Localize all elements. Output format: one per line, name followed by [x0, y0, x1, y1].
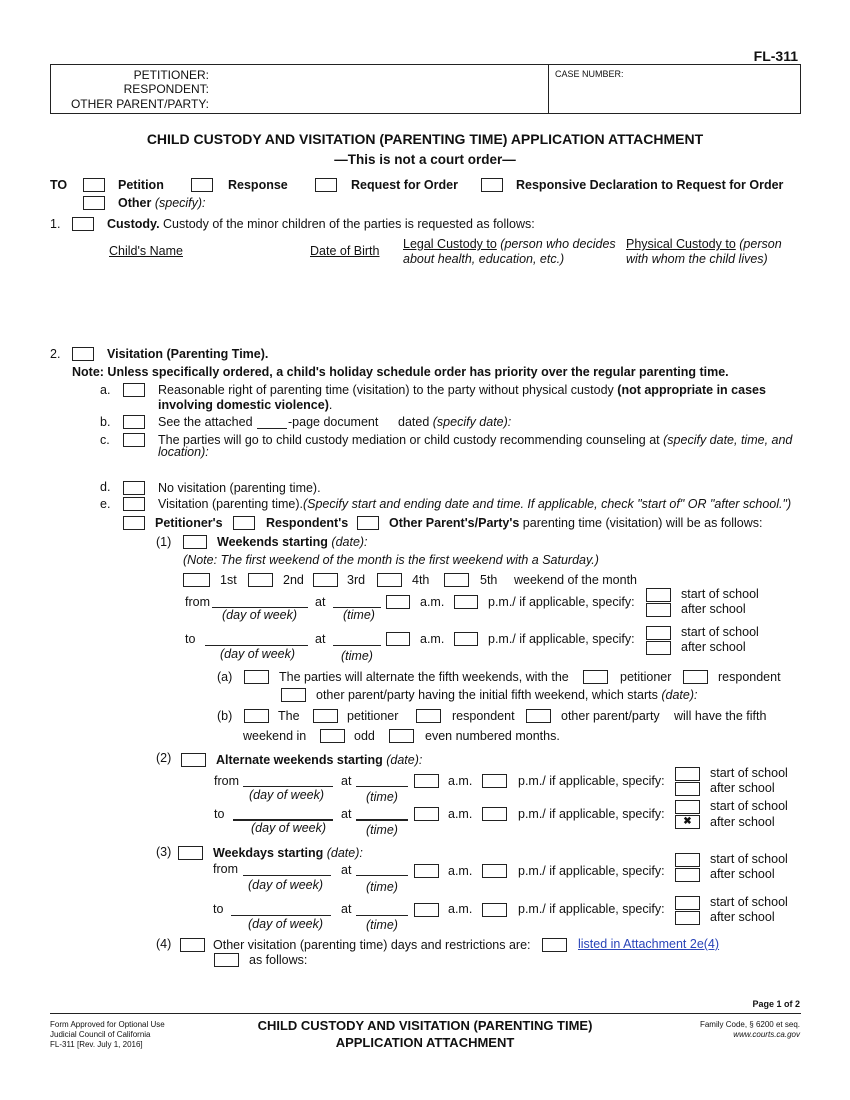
fifth-b-respondent-label: respondent — [452, 709, 515, 723]
fifth-a-checkbox[interactable] — [244, 670, 269, 684]
a-from-time-caption: (time) — [366, 790, 398, 804]
respondents-label: Respondent's — [266, 516, 349, 530]
w-from-after-school-checkbox[interactable] — [646, 603, 671, 617]
other-visitation-checkbox[interactable] — [180, 938, 205, 952]
d-from-day-caption: (day of week) — [248, 878, 324, 892]
d-to-pm-label: p.m./ if applicable, specify: — [518, 902, 665, 916]
fifth-b-other-label: other parent/party — [561, 709, 660, 723]
col-legal-custody: Legal Custody to — [403, 237, 497, 251]
other-parent-label: OTHER PARENT/PARTY: — [70, 97, 209, 111]
d-from-start-school-checkbox[interactable] — [675, 853, 700, 867]
d-from-start-school-label: start of school — [710, 852, 788, 866]
even-label: even — [425, 729, 453, 743]
fifth-b-label: (b) — [217, 709, 233, 723]
petitioner-label: PETITIONER: — [133, 68, 209, 82]
fifth-a-respondent-checkbox[interactable] — [683, 670, 708, 684]
responsive-declaration-label: Responsive Declaration to Request for Order — [516, 178, 784, 192]
col-physical-custody-note2: with whom the child lives) — [626, 252, 768, 266]
d-from-am-checkbox[interactable] — [414, 864, 439, 878]
d-from-pm-label: p.m./ if applicable, specify: — [518, 864, 665, 878]
custody-label: Custody. — [107, 217, 160, 231]
w-to-after-school-label: after school — [681, 640, 746, 654]
responsive-declaration-checkbox[interactable] — [481, 178, 503, 192]
response-checkbox[interactable] — [191, 178, 213, 192]
first-weekend-note: (Note: The first weekend of the month is the first weekend with a Saturday.) — [183, 553, 599, 567]
custody-text: Custody of the minor children of the parties is requested as follows: — [163, 217, 535, 231]
form-subtitle: —This is not a court order— — [334, 152, 516, 167]
item1-number: 1. — [50, 217, 61, 231]
w-from-pm-checkbox[interactable] — [454, 595, 478, 609]
fifth-b-petitioner-label: petitioner — [347, 709, 399, 723]
a-from-day-field[interactable] — [243, 786, 333, 787]
w-to-at-label: at — [315, 632, 326, 646]
alternate-date-label: (date): — [386, 753, 423, 767]
fifth-a-text: The parties will alternate the fifth weekends, with the — [279, 670, 569, 684]
fifth-b-petitioner-checkbox[interactable] — [313, 709, 338, 723]
weekends-label: Weekends starting — [217, 535, 328, 549]
w-to-start-school-checkbox[interactable] — [646, 626, 671, 640]
weekdays-label: Weekdays starting — [213, 846, 324, 860]
a-from-after-school-checkbox[interactable] — [675, 782, 700, 796]
a-from-pm-checkbox[interactable] — [482, 774, 507, 788]
w-to-am-checkbox[interactable] — [386, 632, 410, 646]
visitation-label: Visitation (Parenting Time). — [107, 347, 269, 361]
caption-divider — [548, 64, 549, 114]
as-follows-label: as follows: — [249, 953, 308, 967]
weekends-number: (1) — [156, 535, 172, 549]
attached-text2: -page document — [288, 415, 379, 429]
fifth-a-other-checkbox[interactable] — [281, 688, 306, 702]
w-from-am-label: a.m. — [420, 595, 445, 609]
w-from-pm-label: p.m./ if applicable, specify: — [488, 595, 635, 609]
approved-line3: FL-311 [Rev. July 1, 2016] — [50, 1040, 143, 1049]
weekend-3rd-label: 3rd — [347, 573, 366, 587]
approved-line1: Form Approved for Optional Use — [50, 1020, 165, 1029]
fifth-b-the: The — [278, 709, 300, 723]
fifth-a-text2: having the initial fifth weekend, which starts — [418, 688, 658, 702]
request-for-order-checkbox[interactable] — [315, 178, 337, 192]
d-to-at-label: at — [341, 902, 352, 916]
d-from-after-school-label: after school — [710, 867, 775, 881]
mediation-specify2: location): — [158, 445, 209, 459]
col-physical-custody-note: (person — [739, 237, 782, 251]
petition-checkbox[interactable] — [83, 178, 105, 192]
courts-website: www.courts.ca.gov — [733, 1030, 800, 1039]
response-label: Response — [228, 178, 288, 192]
d-from-am-label: a.m. — [448, 864, 473, 878]
weekends-date-label: (date): — [331, 535, 368, 549]
reasonable-visitation-end: . — [328, 398, 333, 412]
attached-specify-date: (specify date): — [432, 415, 512, 429]
request-for-order-label: Request for Order — [351, 178, 458, 192]
visitation-schedule-checkbox[interactable] — [123, 497, 145, 511]
page-number: Page 1 of 2 — [752, 999, 800, 1009]
weekend-1st-label: 1st — [220, 573, 237, 587]
to-label: TO — [50, 178, 68, 192]
w-to-day-caption: (day of week) — [220, 647, 296, 661]
visitation-schedule-specify: (Specify start and ending date and time. If applicable, check "start of" OR "after school.") — [302, 497, 792, 511]
d-from-day-field[interactable] — [243, 875, 331, 876]
w-from-start-school-checkbox[interactable] — [646, 588, 671, 602]
item2e-letter: e. — [100, 497, 111, 511]
respondent-label: RESPONDENT: — [123, 82, 209, 96]
w-to-pm-checkbox[interactable] — [454, 632, 478, 646]
col-child-name: Child's Name — [109, 244, 183, 258]
petition-label: Petition — [118, 178, 164, 192]
a-to-start-school-checkbox[interactable] — [675, 800, 700, 814]
holiday-note: Note: Unless specifically ordered, a child's holiday schedule order has priority over the regular parenting time. — [72, 365, 729, 379]
w-to-time-field[interactable] — [333, 645, 381, 646]
alternate-label: Alternate weekends starting — [216, 753, 383, 767]
petitioners-checkbox[interactable] — [123, 516, 145, 530]
case-number-label: CASE NUMBER: — [555, 69, 624, 79]
d-to-time-field[interactable] — [356, 915, 408, 916]
a-from-at-label: at — [341, 774, 352, 788]
attachment-2e4-link[interactable]: listed in Attachment 2e(4) — [578, 937, 720, 951]
fifth-a-date-label: (date): — [661, 688, 698, 702]
d-from-time-field[interactable] — [356, 875, 408, 876]
no-visitation-text: No visitation (parenting time). — [158, 481, 321, 495]
listed-attachment-checkbox[interactable] — [542, 938, 567, 952]
attached-text1: See the attached — [158, 415, 253, 429]
a-to-time-field[interactable] — [356, 819, 408, 821]
a-from-day-caption: (day of week) — [249, 788, 325, 802]
a-to-at-label: at — [341, 807, 352, 821]
item2c-letter: c. — [100, 433, 110, 447]
w-to-label: to — [185, 632, 196, 646]
reasonable-visitation-bold1: (not appropriate in cases — [617, 383, 766, 397]
fifth-b-checkbox[interactable] — [244, 709, 269, 723]
w-from-after-school-label: after school — [681, 602, 746, 616]
a-to-start-school-label: start of school — [710, 799, 788, 813]
other-specify-label: (specify): — [154, 196, 206, 210]
item2a-letter: a. — [100, 383, 111, 397]
alternate-weekends-checkbox[interactable] — [181, 753, 206, 767]
w-from-day-caption: (day of week) — [222, 608, 298, 622]
d-to-am-checkbox[interactable] — [414, 903, 439, 917]
a-to-day-caption: (day of week) — [251, 821, 327, 835]
footer-title2: APPLICATION ATTACHMENT — [335, 1035, 515, 1050]
other-visitation-number: (4) — [156, 937, 172, 951]
fifth-b-other-checkbox[interactable] — [526, 709, 551, 723]
family-code: Family Code, § 6200 et seq. — [699, 1020, 800, 1029]
odd-label: odd — [354, 729, 375, 743]
a-to-am-label: a.m. — [448, 807, 473, 821]
a-from-am-label: a.m. — [448, 774, 473, 788]
a-to-pm-label: p.m./ if applicable, specify: — [518, 807, 665, 821]
a-to-after-school-checkbox-checked[interactable]: ✖ — [675, 815, 700, 829]
other-checkbox[interactable] — [83, 196, 105, 210]
weekend-2nd-checkbox[interactable] — [248, 573, 273, 587]
d-from-after-school-checkbox[interactable] — [675, 868, 700, 882]
w-from-start-school-label: start of school — [681, 587, 759, 601]
form-id: FL-311 — [753, 48, 798, 64]
custody-table-area[interactable] — [107, 272, 802, 336]
d-to-time-caption: (time) — [366, 918, 398, 932]
footer-rule — [50, 1013, 801, 1014]
footer-title1: CHILD CUSTODY AND VISITATION (PARENTING TIME) — [257, 1018, 593, 1033]
a-to-label: to — [214, 807, 225, 821]
even-months-checkbox[interactable] — [389, 729, 414, 743]
d-to-start-school-label: start of school — [710, 895, 788, 909]
d-to-day-caption: (day of week) — [248, 917, 324, 931]
a-to-time-caption: (time) — [366, 823, 398, 837]
fifth-a-petitioner-label: petitioner — [620, 670, 672, 684]
fifth-a-petitioner-checkbox[interactable] — [583, 670, 608, 684]
visitation-checkbox[interactable] — [72, 347, 94, 361]
weekend-4th-checkbox[interactable] — [377, 573, 402, 587]
case-number-field[interactable] — [552, 80, 798, 112]
col-legal-custody-note: (person who decides — [500, 237, 616, 251]
attached-text3: dated — [398, 415, 430, 429]
a-to-am-checkbox[interactable] — [414, 807, 439, 821]
w-to-after-school-checkbox[interactable] — [646, 641, 671, 655]
weekdays-checkbox[interactable] — [178, 846, 203, 860]
weekend-3rd-checkbox[interactable] — [313, 573, 338, 587]
petitioners-label: Petitioner's — [155, 516, 223, 530]
fifth-b-will-have: will have the fifth — [674, 709, 767, 723]
weekend-5th-checkbox[interactable] — [444, 573, 469, 587]
mediation-checkbox[interactable] — [123, 433, 145, 447]
item2b-letter: b. — [100, 415, 111, 429]
d-to-after-school-label: after school — [710, 910, 775, 924]
d-to-am-label: a.m. — [448, 902, 473, 916]
weekend-4th-label: 4th — [412, 573, 430, 587]
w-to-am-label: a.m. — [420, 632, 445, 646]
w-from-time-caption: (time) — [343, 608, 375, 622]
d-from-time-caption: (time) — [366, 880, 398, 894]
w-from-at-label: at — [315, 595, 326, 609]
a-to-after-school-label: after school — [710, 815, 775, 829]
w-to-pm-label: p.m./ if applicable, specify: — [488, 632, 635, 646]
a-from-time-field[interactable] — [356, 786, 408, 787]
w-to-time-caption: (time) — [341, 649, 373, 663]
a-from-start-school-checkbox[interactable] — [675, 767, 700, 781]
weekdays-date-label: (date): — [326, 846, 363, 860]
col-date-of-birth: Date of Birth — [310, 244, 380, 258]
d-to-start-school-checkbox[interactable] — [675, 896, 700, 910]
odd-months-checkbox[interactable] — [320, 729, 345, 743]
item2-number: 2. — [50, 347, 61, 361]
alternate-number: (2) — [156, 751, 172, 765]
mediation-text: The parties will go to child custody mediation or child custody recommending counseling at — [158, 433, 660, 447]
a-from-label: from — [214, 774, 239, 788]
fifth-a-other-label: other parent/party — [316, 688, 415, 702]
a-from-after-school-label: after school — [710, 781, 775, 795]
fifth-a-label: (a) — [217, 670, 233, 684]
custody-checkbox[interactable] — [72, 217, 94, 231]
reasonable-visitation-checkbox[interactable] — [123, 383, 145, 397]
col-physical-custody: Physical Custody to — [626, 237, 736, 251]
page-count-field[interactable] — [257, 428, 287, 429]
attached-document-checkbox[interactable] — [123, 415, 145, 429]
a-from-start-school-label: start of school — [710, 766, 788, 780]
d-to-day-field[interactable] — [231, 915, 331, 916]
other-parents-label: Other Parent's/Party's — [389, 516, 520, 530]
col-legal-custody-note2: about health, education, etc.) — [403, 252, 565, 266]
parties-tail-text: parenting time (visitation) will be as follows: — [522, 516, 763, 530]
d-to-pm-checkbox[interactable] — [482, 903, 507, 917]
visitation-schedule-text: Visitation (parenting time). — [158, 497, 303, 511]
as-follows-checkbox[interactable] — [214, 953, 239, 967]
approved-line2: Judicial Council of California — [50, 1030, 151, 1039]
w-to-start-school-label: start of school — [681, 625, 759, 639]
fifth-b-weekend-in: weekend in — [243, 729, 307, 743]
a-from-am-checkbox[interactable] — [414, 774, 439, 788]
w-to-day-field[interactable] — [205, 645, 308, 646]
d-from-at-label: at — [341, 863, 352, 877]
weekends-checkbox[interactable] — [183, 535, 207, 549]
other-visitation-text: Other visitation (parenting time) days and restrictions are: — [213, 938, 531, 952]
respondents-checkbox[interactable] — [233, 516, 255, 530]
no-visitation-checkbox[interactable] — [123, 481, 145, 495]
weekend-5th-label: 5th — [480, 573, 498, 587]
weekend-of-month-label: weekend of the month — [514, 573, 637, 587]
form-title: CHILD CUSTODY AND VISITATION (PARENTING TIME) APPLICATION ATTACHMENT — [146, 131, 704, 147]
mediation-specify1: (specify date, time, and — [663, 433, 793, 447]
w-from-label: from — [185, 595, 210, 609]
weekend-2nd-label: 2nd — [283, 573, 304, 587]
d-to-label: to — [213, 902, 224, 916]
numbered-months-label: numbered months. — [455, 729, 560, 743]
other-parents-checkbox[interactable] — [357, 516, 379, 530]
weekend-1st-checkbox[interactable] — [183, 573, 210, 587]
fifth-a-respondent-label: respondent — [718, 670, 781, 684]
item2d-letter: d. — [100, 480, 111, 494]
a-to-pm-checkbox[interactable] — [482, 807, 507, 821]
d-from-pm-checkbox[interactable] — [482, 864, 507, 878]
weekdays-number: (3) — [156, 845, 172, 859]
fifth-b-respondent-checkbox[interactable] — [416, 709, 441, 723]
d-to-after-school-checkbox[interactable] — [675, 911, 700, 925]
a-from-pm-label: p.m./ if applicable, specify: — [518, 774, 665, 788]
w-from-am-checkbox[interactable] — [386, 595, 410, 609]
other-label: Other — [118, 196, 152, 210]
party-names-field[interactable] — [215, 66, 545, 112]
d-from-label: from — [213, 862, 238, 876]
reasonable-visitation-bold2: involving domestic violence) — [158, 398, 329, 412]
reasonable-visitation-text: Reasonable right of parenting time (visitation) to the party without physical custody — [158, 383, 614, 397]
